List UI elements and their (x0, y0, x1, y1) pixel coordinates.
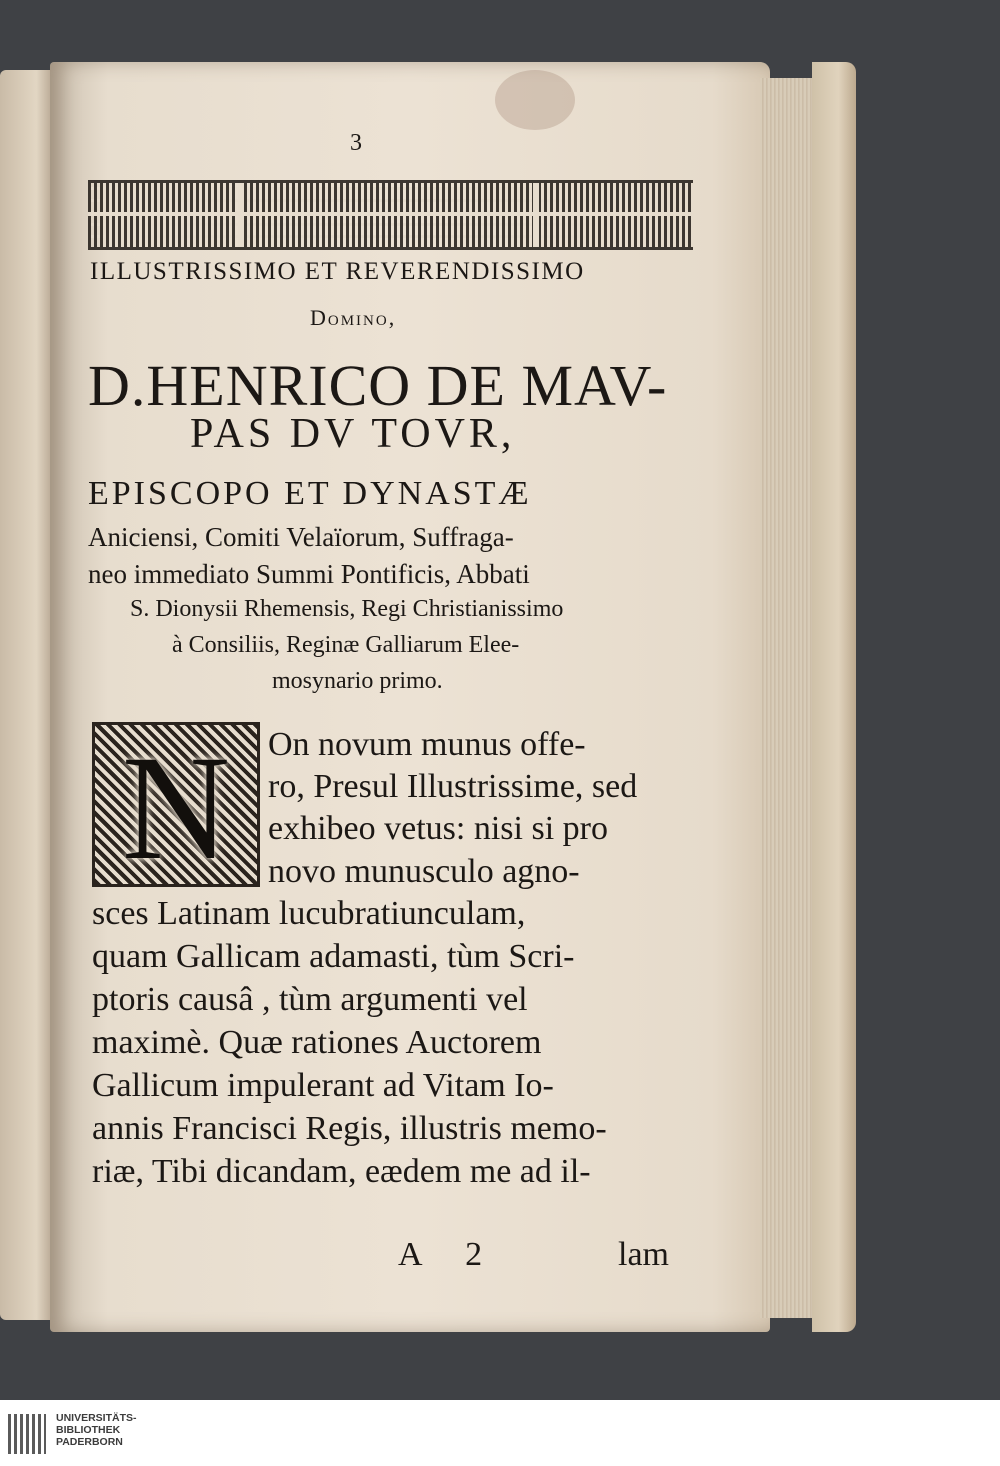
body-line: riæ, Tibi dicandam, eædem me ad il- (92, 1153, 591, 1190)
body-line: novo munusculo agno- (268, 853, 580, 890)
body-line: sces Latinam lucubratiunculam, (92, 895, 526, 932)
initial-letter: N (121, 725, 231, 891)
body-line: Gallicum impulerant ad Vitam Io- (92, 1067, 554, 1104)
page-edges (760, 78, 820, 1318)
body-line: quam Gallicam adamasti, tùm Scri- (92, 938, 575, 975)
page-stain (495, 70, 575, 130)
body-line: On novum munus offe- (268, 726, 586, 763)
body-line: ptoris causâ , tùm argumenti vel (92, 981, 528, 1018)
signature-mark: A 2 (398, 1236, 501, 1273)
recipient-title-line-2: Aniciensi, Comiti Velaïorum, Suffraga- (88, 522, 514, 552)
recipient-name-line-2: PAS DV TOVR, (190, 411, 516, 457)
dedication-heading: ILLUSTRISSIMO ET REVERENDISSIMO (90, 258, 585, 285)
catchword: lam (618, 1236, 669, 1273)
book-cover-edge (812, 62, 856, 1332)
recipient-title-line-1: EPISCOPO ET DYNASTÆ (88, 475, 532, 512)
page-number: 3 (350, 130, 362, 156)
body-line: ro, Presul Illustrissime, sed (268, 768, 638, 805)
recipient-title-line-3: neo immediato Summi Pontificis, Abbati (88, 559, 530, 589)
recipient-title-line-5: à Consiliis, Reginæ Galliarum Elee- (172, 632, 520, 658)
ornamental-border (88, 180, 693, 250)
body-line: maximè. Quæ rationes Auctorem (92, 1024, 542, 1061)
library-name (56, 1412, 137, 1448)
library-name-line-3: PADERBORN (56, 1436, 123, 1448)
body-line: exhibeo vetus: nisi si pro (268, 810, 608, 847)
decorated-initial (92, 722, 260, 891)
dedication-domino: Domino, (310, 305, 397, 330)
left-page-edge (0, 70, 52, 1320)
library-footer (0, 1400, 1000, 1466)
library-logo-icon (8, 1414, 46, 1454)
recipient-title-line-6: mosynario primo. (272, 668, 443, 694)
body-line: annis Francisci Regis, illustris memo- (92, 1110, 607, 1147)
recipient-title-line-4: S. Dionysii Rhemensis, Regi Christianissimo (130, 596, 564, 622)
library-name-line-2: BIBLIOTHEK (56, 1424, 121, 1436)
library-name-line-1: UNIVERSITÄTS- (56, 1412, 137, 1424)
recipient-name-line-1: D.HENRICO DE MAV- (88, 353, 668, 418)
